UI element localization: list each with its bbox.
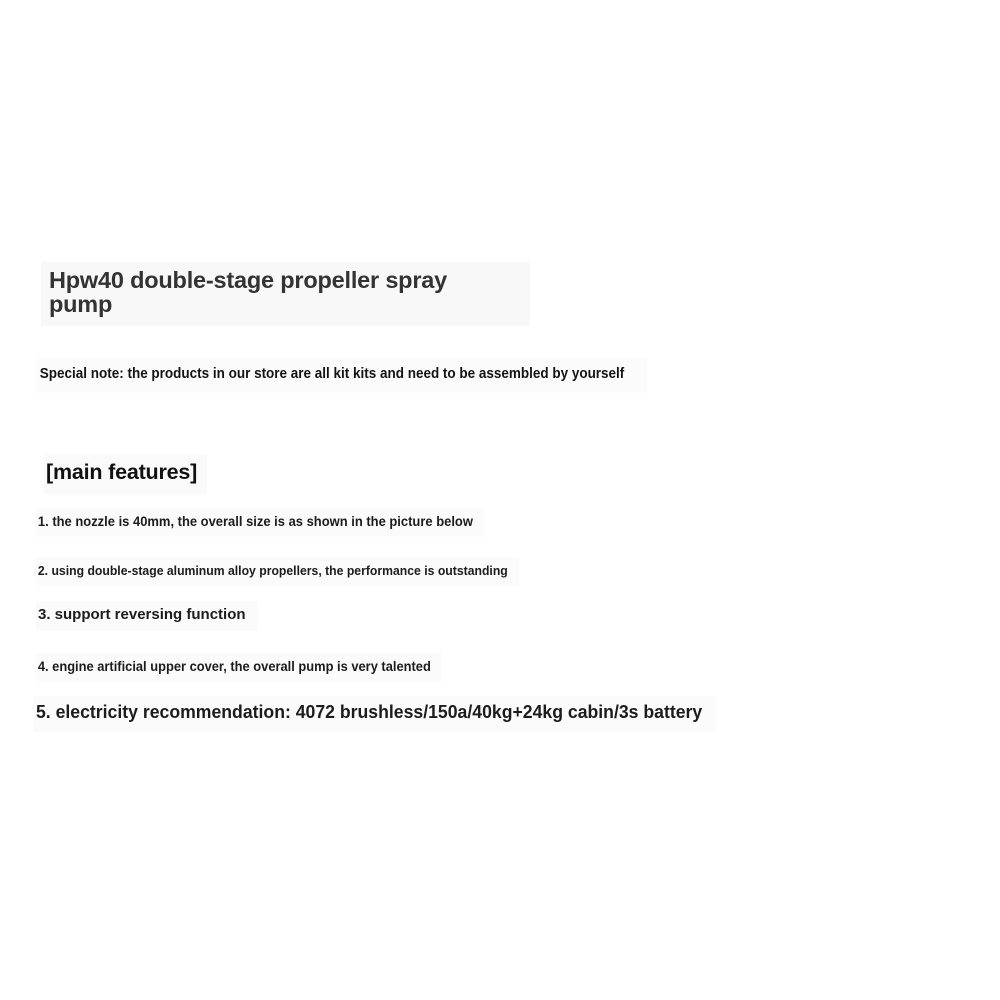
feature-item-2: 2. using double-stage aluminum alloy propellers, the performance is outstanding [36, 557, 519, 586]
feature-item-5: 5. electricity recommendation: 4072 brushless/150a/40kg+24kg cabin/3s battery [34, 696, 716, 732]
special-note: Special note: the products in our store are all kit kits and need to be assembled by yourself [37, 358, 647, 393]
feature-item-3: 3. support reversing function [36, 601, 258, 631]
product-title: Hpw40 double-stage propeller spray pump [49, 267, 448, 317]
product-title-highlight [41, 262, 530, 326]
features-heading: [main features] [44, 454, 207, 494]
feature-item-1: 1. the nozzle is 40mm, the overall size is as shown in the picture below [36, 508, 484, 537]
feature-item-4: 4. engine artificial upper cover, the overall pump is very talented [36, 653, 442, 682]
